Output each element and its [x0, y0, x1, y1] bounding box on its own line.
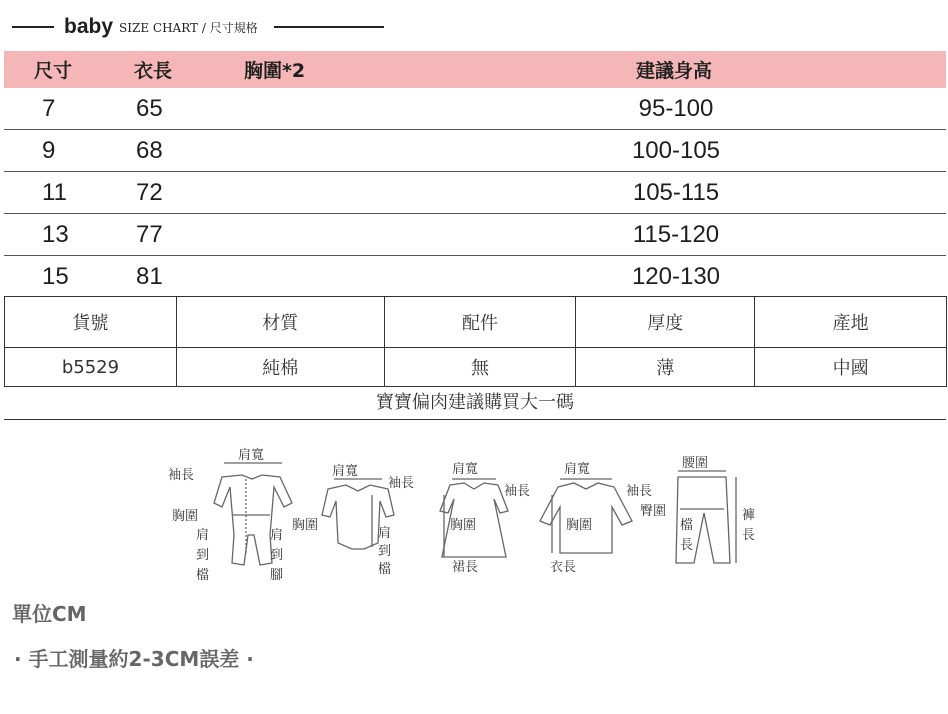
height-cell: 115-120: [632, 220, 720, 248]
label-shoulder-width: 肩寬: [564, 462, 591, 477]
label-chest: 胸圍: [172, 509, 199, 524]
label-char: 腳: [270, 568, 284, 583]
info-header-item-no: 貨號: [5, 297, 177, 348]
label-waist: 腰圍: [682, 456, 709, 471]
label-char: 到: [196, 548, 210, 563]
chart-header: [12, 12, 384, 42]
label-shoulder-width: 肩寬: [332, 464, 359, 479]
header-subtitle: SIZE CHART / 尺寸規格: [119, 20, 258, 35]
label-top-length: 衣長: [550, 560, 577, 575]
header-length: 衣長: [134, 60, 173, 82]
label-char: 長: [680, 538, 694, 553]
label-char: 長: [742, 528, 756, 543]
unit-label: 單位CM: [12, 602, 87, 626]
label-char: 檔: [378, 562, 392, 577]
info-header-material: 材質: [176, 297, 384, 348]
label-shoulder-width: 肩寬: [452, 462, 479, 477]
info-accessories: 無: [384, 348, 576, 387]
size-cell: 9: [42, 136, 56, 164]
label-char: 肩: [378, 526, 392, 541]
height-cell: 95-100: [638, 94, 714, 122]
header-right-rule: [274, 26, 384, 28]
length-cell: 68: [136, 136, 163, 164]
label-char: 褲: [742, 508, 756, 523]
table-row: [4, 256, 946, 297]
label-char: 檔: [196, 568, 210, 583]
label-chest: 胸圍: [292, 518, 319, 533]
table-row: [4, 214, 946, 256]
size-cell: 15: [42, 262, 69, 290]
table-row: [4, 172, 946, 214]
label-shoulder-width: 肩寬: [238, 448, 265, 463]
label-char: 到: [270, 548, 284, 563]
top-illustration: [540, 479, 632, 553]
size-table-header: [4, 51, 946, 88]
length-cell: 72: [136, 178, 163, 206]
label-sleeve-length: 袖長: [168, 468, 195, 483]
tolerance-note: · 手工測量約2-3CM誤差 ·: [14, 647, 254, 671]
label-sleeve-length: 袖長: [626, 484, 653, 499]
label-hip: 臀圍: [640, 504, 667, 519]
label-char: 到: [378, 544, 392, 559]
header-left-rule: [12, 26, 54, 28]
table-row: [4, 130, 946, 172]
info-header-accessories: 配件: [384, 297, 576, 348]
header-size: 尺寸: [34, 60, 73, 82]
size-cell: 13: [42, 220, 69, 248]
header-chest: 胸圍*2: [244, 60, 306, 82]
length-cell: 77: [136, 220, 163, 248]
length-cell: 65: [136, 94, 163, 122]
info-thickness: 薄: [576, 348, 755, 387]
table-row: [4, 88, 946, 130]
size-cell: 7: [42, 94, 56, 122]
size-table: [4, 51, 946, 297]
label-char: 檔: [680, 518, 694, 533]
info-material: 純棉: [176, 348, 384, 387]
height-cell: 100-105: [631, 136, 721, 164]
label-chest: 胸圍: [566, 518, 593, 533]
label-char: 肩: [270, 528, 284, 543]
label-chest: 胸圍: [450, 518, 477, 533]
length-cell: 81: [136, 262, 163, 290]
info-value-row: [5, 348, 947, 387]
info-item-no: b5529: [5, 348, 177, 387]
header-title: baby: [64, 15, 114, 38]
label-char: 肩: [196, 528, 210, 543]
label-sleeve-length: 袖長: [388, 476, 415, 491]
label-skirt-length: 裙長: [452, 560, 479, 575]
product-info-table: [4, 296, 947, 387]
size-advice-note: 寶寶偏肉建議購買大一碼: [4, 383, 946, 420]
label-sleeve-length: 袖長: [504, 484, 531, 499]
size-cell: 11: [42, 178, 67, 206]
height-cell: 120-130: [631, 262, 721, 290]
info-header-origin: 產地: [755, 297, 947, 348]
info-header-thickness: 厚度: [576, 297, 755, 348]
info-origin: 中國: [755, 348, 947, 387]
height-cell: 105-115: [632, 178, 720, 206]
info-header-row: [5, 297, 947, 348]
measurement-diagram: [160, 435, 780, 585]
header-height: 建議身高: [635, 60, 712, 82]
